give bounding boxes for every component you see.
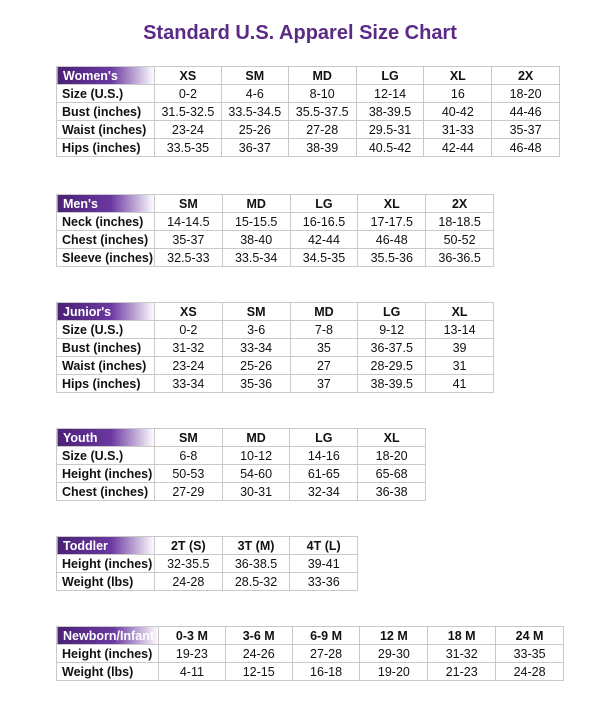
table-header-row: [57, 537, 358, 555]
table-cell: 31-32: [154, 339, 222, 357]
table-row: [57, 103, 560, 121]
table-row: [57, 85, 560, 103]
table-cell: 24-28: [154, 573, 222, 591]
table-cell: 42-44: [290, 231, 358, 249]
table-cell: 31: [426, 357, 494, 375]
category-label: Men's: [57, 195, 155, 213]
column-header: 18 M: [428, 627, 496, 645]
table-header-row: [57, 303, 494, 321]
table-header-row: [57, 429, 426, 447]
column-header: SM: [221, 67, 288, 85]
table-cell: 38-39.5: [358, 375, 426, 393]
table-cell: 33-34: [154, 375, 222, 393]
category-label: Women's: [57, 67, 155, 85]
table-cell: 50-52: [426, 231, 494, 249]
table-cell: 36-37: [221, 139, 288, 157]
category-label: Youth: [57, 429, 155, 447]
table-row: [57, 645, 564, 663]
table-cell: 4-6: [221, 85, 288, 103]
row-label: Hips (inches): [57, 139, 155, 157]
table-cell: 28-29.5: [358, 357, 426, 375]
column-header: XL: [358, 429, 426, 447]
table-row: [57, 555, 358, 573]
table-cell: 36-38.5: [222, 555, 290, 573]
column-header: SM: [154, 195, 222, 213]
table-cell: 0-2: [154, 321, 222, 339]
row-label: Hips (inches): [57, 375, 155, 393]
table-cell: 44-46: [492, 103, 560, 121]
table-cell: 36-36.5: [426, 249, 494, 267]
row-label: Height (inches): [57, 555, 155, 573]
row-label: Chest (inches): [57, 483, 155, 501]
womens-size-table: [56, 66, 560, 157]
table-cell: 24-28: [496, 663, 564, 681]
column-header: LG: [290, 429, 358, 447]
category-label: Junior's: [57, 303, 155, 321]
table-cell: 14-14.5: [154, 213, 222, 231]
table-row: [57, 339, 494, 357]
table-cell: 33.5-35: [154, 139, 221, 157]
column-header: XL: [426, 303, 494, 321]
table-cell: 15-15.5: [222, 213, 290, 231]
table-cell: 6-8: [154, 447, 222, 465]
table-cell: 35-37: [154, 231, 222, 249]
row-label: Bust (inches): [57, 339, 155, 357]
table-cell: 25-26: [222, 357, 290, 375]
table-cell: 41: [426, 375, 494, 393]
table-cell: 33-35: [496, 645, 564, 663]
table-cell: 27-28: [292, 645, 360, 663]
table-cell: 39: [426, 339, 494, 357]
toddler-size-table: [56, 536, 358, 591]
table-row: [57, 121, 560, 139]
table-cell: 10-12: [222, 447, 290, 465]
column-header: SM: [154, 429, 222, 447]
table-cell: 35.5-36: [358, 249, 426, 267]
category-label: Newborn/Infant: [57, 627, 159, 645]
table-row: [57, 483, 426, 501]
row-label: Sleeve (inches): [57, 249, 155, 267]
table-cell: 4-11: [158, 663, 225, 681]
table-cell: 14-16: [290, 447, 358, 465]
table-cell: 35-37: [492, 121, 560, 139]
table-cell: 23-24: [154, 357, 222, 375]
table-row: [57, 249, 494, 267]
table-cell: 50-53: [154, 465, 222, 483]
table-header-row: [57, 195, 494, 213]
table-cell: 46-48: [492, 139, 560, 157]
table-cell: 12-14: [356, 85, 424, 103]
table-cell: 17-17.5: [358, 213, 426, 231]
column-header: 2T (S): [154, 537, 222, 555]
column-header: 0-3 M: [158, 627, 225, 645]
table-cell: 40.5-42: [356, 139, 424, 157]
table-cell: 37: [290, 375, 358, 393]
table-cell: 33-34: [222, 339, 290, 357]
table-cell: 38-39.5: [356, 103, 424, 121]
column-header: XS: [154, 67, 221, 85]
column-header: MD: [222, 429, 290, 447]
table-row: [57, 447, 426, 465]
row-label: Size (U.S.): [57, 447, 155, 465]
table-cell: 9-12: [358, 321, 426, 339]
row-label: Waist (inches): [57, 121, 155, 139]
row-label: Size (U.S.): [57, 321, 155, 339]
column-header: 3T (M): [222, 537, 290, 555]
row-label: Weight (lbs): [57, 573, 155, 591]
column-header: 2X: [426, 195, 494, 213]
table-cell: 19-20: [360, 663, 428, 681]
row-label: Neck (inches): [57, 213, 155, 231]
newborn-infant-size-table: [56, 626, 564, 681]
table-row: [57, 573, 358, 591]
table-cell: 65-68: [358, 465, 426, 483]
row-label: Chest (inches): [57, 231, 155, 249]
column-header: 4T (L): [290, 537, 358, 555]
table-cell: 25-26: [221, 121, 288, 139]
table-cell: 35: [290, 339, 358, 357]
table-cell: 32-34: [290, 483, 358, 501]
column-header: 12 M: [360, 627, 428, 645]
page-title: Standard U.S. Apparel Size Chart: [143, 22, 457, 44]
table-row: [57, 357, 494, 375]
table-cell: 36-37.5: [358, 339, 426, 357]
table-row: [57, 213, 494, 231]
table-cell: 32.5-33: [154, 249, 222, 267]
column-header: MD: [222, 195, 290, 213]
youth-size-table: [56, 428, 426, 501]
column-header: 24 M: [496, 627, 564, 645]
table-cell: 7-8: [290, 321, 358, 339]
table-cell: 39-41: [290, 555, 358, 573]
category-label: Toddler: [57, 537, 155, 555]
table-cell: 36-38: [358, 483, 426, 501]
table-cell: 31-33: [424, 121, 492, 139]
table-row: [57, 465, 426, 483]
table-header-row: [57, 627, 564, 645]
table-row: [57, 375, 494, 393]
row-label: Size (U.S.): [57, 85, 155, 103]
column-header: XL: [424, 67, 492, 85]
table-cell: 16-18: [292, 663, 360, 681]
table-cell: 24-26: [225, 645, 292, 663]
column-header: LG: [290, 195, 358, 213]
row-label: Waist (inches): [57, 357, 155, 375]
table-cell: 33.5-34.5: [221, 103, 288, 121]
table-cell: 0-2: [154, 85, 221, 103]
table-cell: 33.5-34: [222, 249, 290, 267]
table-header-row: [57, 67, 560, 85]
table-cell: 30-31: [222, 483, 290, 501]
table-cell: 28.5-32: [222, 573, 290, 591]
table-row: [57, 139, 560, 157]
table-cell: 29-30: [360, 645, 428, 663]
table-cell: 21-23: [428, 663, 496, 681]
table-cell: 13-14: [426, 321, 494, 339]
table-cell: 31-32: [428, 645, 496, 663]
mens-size-table: [56, 194, 494, 267]
table-cell: 35.5-37.5: [288, 103, 356, 121]
table-cell: 54-60: [222, 465, 290, 483]
table-row: [57, 321, 494, 339]
column-header: LG: [358, 303, 426, 321]
table-cell: 12-15: [225, 663, 292, 681]
table-cell: 33-36: [290, 573, 358, 591]
table-cell: 38-40: [222, 231, 290, 249]
row-label: Weight (lbs): [57, 663, 159, 681]
column-header: 3-6 M: [225, 627, 292, 645]
table-row: [57, 663, 564, 681]
table-cell: 19-23: [158, 645, 225, 663]
column-header: 6-9 M: [292, 627, 360, 645]
column-header: SM: [222, 303, 290, 321]
table-cell: 18-18.5: [426, 213, 494, 231]
table-cell: 27-29: [154, 483, 222, 501]
table-cell: 18-20: [492, 85, 560, 103]
table-cell: 27-28: [288, 121, 356, 139]
table-cell: 31.5-32.5: [154, 103, 221, 121]
column-header: MD: [290, 303, 358, 321]
row-label: Height (inches): [57, 465, 155, 483]
table-cell: 61-65: [290, 465, 358, 483]
table-cell: 35-36: [222, 375, 290, 393]
row-label: Bust (inches): [57, 103, 155, 121]
table-cell: 32-35.5: [154, 555, 222, 573]
table-cell: 8-10: [288, 85, 356, 103]
table-cell: 34.5-35: [290, 249, 358, 267]
table-cell: 40-42: [424, 103, 492, 121]
table-cell: 3-6: [222, 321, 290, 339]
table-cell: 16: [424, 85, 492, 103]
table-cell: 18-20: [358, 447, 426, 465]
juniors-size-table: [56, 302, 494, 393]
table-row: [57, 231, 494, 249]
table-cell: 23-24: [154, 121, 221, 139]
table-cell: 16-16.5: [290, 213, 358, 231]
table-cell: 42-44: [424, 139, 492, 157]
column-header: MD: [288, 67, 356, 85]
column-header: XS: [154, 303, 222, 321]
row-label: Height (inches): [57, 645, 159, 663]
table-cell: 27: [290, 357, 358, 375]
column-header: 2X: [492, 67, 560, 85]
table-cell: 29.5-31: [356, 121, 424, 139]
table-cell: 46-48: [358, 231, 426, 249]
table-cell: 38-39: [288, 139, 356, 157]
column-header: XL: [358, 195, 426, 213]
column-header: LG: [356, 67, 424, 85]
